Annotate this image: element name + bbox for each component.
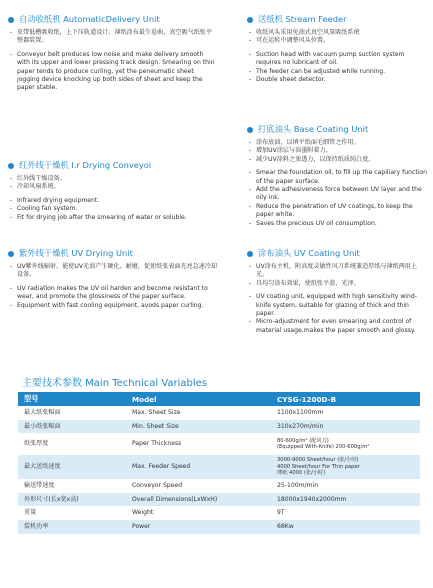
row-cn-label: 最大送纸速度 bbox=[18, 455, 126, 479]
section-list bbox=[247, 263, 427, 335]
list-item: - UV coating unit, equipped with high sensitivity wind-knife system, suitable for glazing of thick and thin paper. bbox=[247, 293, 427, 318]
row-value-line: 80-600g/m² (配风刀) bbox=[277, 437, 329, 444]
row-en-label: Power bbox=[126, 520, 271, 534]
table-row bbox=[18, 506, 420, 520]
table-row bbox=[18, 479, 420, 493]
row-value: 9T bbox=[277, 509, 285, 517]
bullet-dot-icon bbox=[247, 17, 253, 23]
row-value bbox=[271, 455, 420, 479]
row-value: 310x270m/min bbox=[271, 420, 420, 434]
section-list bbox=[8, 263, 218, 310]
row-cn-label: 重量 bbox=[24, 509, 37, 517]
list-item: - Cooling fan system. bbox=[8, 205, 218, 213]
header-cn: 型号 bbox=[18, 392, 126, 406]
row-value-line: 3000-9000 Sheet/hour (张/小时) bbox=[277, 457, 359, 464]
row-value: 68Kw bbox=[271, 520, 420, 534]
row-cn-label: 输送带速度 bbox=[24, 482, 55, 490]
list-item: - 涂布底油，以填平纸面毛细管之作用。 bbox=[247, 139, 427, 147]
section-title: 打底油头 Base Coating Unit bbox=[258, 124, 369, 134]
row-en-label: Paper Thickness bbox=[132, 440, 182, 448]
section-title: 自动收纸机 AutomaticDelivery Unit bbox=[19, 14, 160, 24]
list-item: - The feeder can be adjusted while running. bbox=[247, 68, 427, 76]
section-title: 送纸机 Stream Feeder bbox=[258, 14, 347, 24]
table-row bbox=[18, 420, 420, 434]
list-item: - UV涂布主机，附高度灵敏性风刀系统兼适厚纸与薄纸两用上光。 bbox=[247, 263, 427, 280]
list-item: - UV紫外线辐射，能使UV光油产生硬化、耐磨，促使纸张表面光亮急速冷却设备。 bbox=[8, 263, 218, 280]
section-title: 涂布油头 UV Coating Unit bbox=[258, 248, 360, 258]
table-row bbox=[18, 406, 420, 420]
list-item: - Micro-adjustment for even smearing and control of material usage,makes the paper smooth and glossy. bbox=[247, 318, 427, 335]
section-title: 紫外线干燥机 UV Drying Unit bbox=[19, 248, 133, 258]
list-item: - 具均匀涂布效果，使纸张平滑、光泽。 bbox=[247, 280, 427, 288]
section-list bbox=[8, 175, 218, 222]
list-item: - Equipment with fast cooling equipment, avods paper curling. bbox=[8, 302, 218, 310]
section-uv-coating bbox=[247, 248, 427, 335]
row-value-line: (Equipped With-Knife) 200-600g/m² bbox=[277, 444, 370, 451]
bullet-dot-icon bbox=[8, 163, 14, 169]
row-en-label: Overall Dimensions(LxWxH) bbox=[126, 493, 271, 507]
section-base-coating bbox=[247, 124, 427, 228]
section-uv-drying bbox=[8, 248, 218, 310]
list-item: - Fit for drying job after the smearing of water or soluble. bbox=[8, 214, 218, 222]
list-item: - Saves the precious UV oil consumption. bbox=[247, 220, 427, 228]
section-title: 红外线干燥机 I.r Drying Conveyoi bbox=[19, 160, 152, 170]
row-value bbox=[271, 433, 420, 455]
section-heading bbox=[8, 248, 218, 259]
row-value-line: 4000 Sheet/hour For Thin paper bbox=[277, 463, 360, 470]
list-item: - 冷却风扇系统。 bbox=[8, 183, 218, 191]
row-cn-label: 装机功率 bbox=[18, 520, 126, 534]
header-en: Model bbox=[126, 392, 271, 406]
row-en-label: Min. Sheet Size bbox=[126, 420, 271, 434]
bullet-dot-icon bbox=[8, 251, 14, 257]
section-list bbox=[8, 29, 218, 93]
section-heading bbox=[247, 248, 427, 259]
row-value-line: 薄纸 4000 (张/小时) bbox=[277, 470, 326, 477]
table-row bbox=[18, 493, 420, 507]
section-stream-feeder bbox=[247, 14, 427, 84]
list-item: - Reduce the penetration of UV coatings, to keep the paper white. bbox=[247, 203, 427, 220]
row-cn-label: 纸张厚度 bbox=[24, 440, 49, 448]
section-ir-drying bbox=[8, 160, 218, 222]
list-item: - Add the adhesiveness force between UV layer and the oily ink. bbox=[247, 186, 427, 203]
list-item: - Smear the foundation oil, to fill up the capiliary function of the paper surface. bbox=[247, 169, 427, 186]
row-value: 25-100m/min bbox=[277, 482, 319, 490]
section-list bbox=[247, 29, 427, 84]
list-item: - UV radiation makes the UV oil harden and become resistant to wear, and promote the glossiness of the paper surface. bbox=[8, 285, 218, 302]
row-en-label: Max. Feeder Speed bbox=[126, 455, 271, 479]
list-item: - 皮带低槽吸收纸，上下压轨道设计。薄纸涂布最生卷曲，真空吸气纸张平整器装置。 bbox=[8, 29, 218, 46]
table-header-row bbox=[18, 392, 420, 406]
section-heading bbox=[8, 14, 218, 25]
section-list bbox=[247, 139, 427, 228]
list-item: - Suction head with vacuum pump suction system requires no lubricant of oil. bbox=[247, 51, 427, 68]
row-en-label: Conveyor Speed bbox=[132, 482, 183, 490]
row-en-label: Max. Sheet Size bbox=[132, 409, 181, 416]
row-value: 1100x1100mm bbox=[277, 409, 324, 416]
list-item: - 减少UV涂料之渗透力，以保持纸质纯白度。 bbox=[247, 156, 427, 164]
list-item: - 收纸风头采用免油式真空风泵吸纸系统 bbox=[247, 29, 427, 37]
list-item: - 增加UV涂层与油墨附着力。 bbox=[247, 147, 427, 155]
specs-title: 主要技术参数 Main Technical Variables bbox=[22, 378, 208, 389]
table-row bbox=[18, 455, 420, 479]
list-item: - 红外线干燥设备。 bbox=[8, 175, 218, 183]
header-model-value: CYSG-1200D-B bbox=[271, 392, 420, 406]
table-row bbox=[18, 520, 420, 534]
row-value: 18000x1940x2000mm bbox=[271, 493, 420, 507]
bullet-dot-icon bbox=[247, 251, 253, 257]
section-heading bbox=[247, 14, 427, 25]
row-en-label: Weight bbox=[132, 509, 154, 517]
row-cn-label: 最小纸张幅面 bbox=[18, 420, 126, 434]
section-heading bbox=[247, 124, 427, 135]
table-row bbox=[18, 433, 420, 455]
row-cn-label: 外形尺寸(长x宽x高) bbox=[18, 493, 126, 507]
section-heading bbox=[8, 160, 218, 171]
row-cn-label: 最大纸张幅面 bbox=[24, 409, 61, 416]
bullet-dot-icon bbox=[247, 127, 253, 133]
specs-table bbox=[18, 392, 420, 534]
list-item: - 可在运转中调整风头位置。 bbox=[247, 37, 427, 45]
list-item: - Conveyor belt produces low noise and make delivery smooth with its upper and lower pressing track design. Smearing on thin paper tends to produce curling, yet the peneumatic sheet jogging device knocking up both sides of sheet and keep the paper stable. bbox=[8, 51, 218, 93]
bullet-dot-icon bbox=[8, 17, 14, 23]
list-item: - Double sheet detector. bbox=[247, 76, 427, 84]
section-automatic-delivery bbox=[8, 14, 218, 93]
list-item: - Infrared drying equipment. bbox=[8, 197, 218, 205]
